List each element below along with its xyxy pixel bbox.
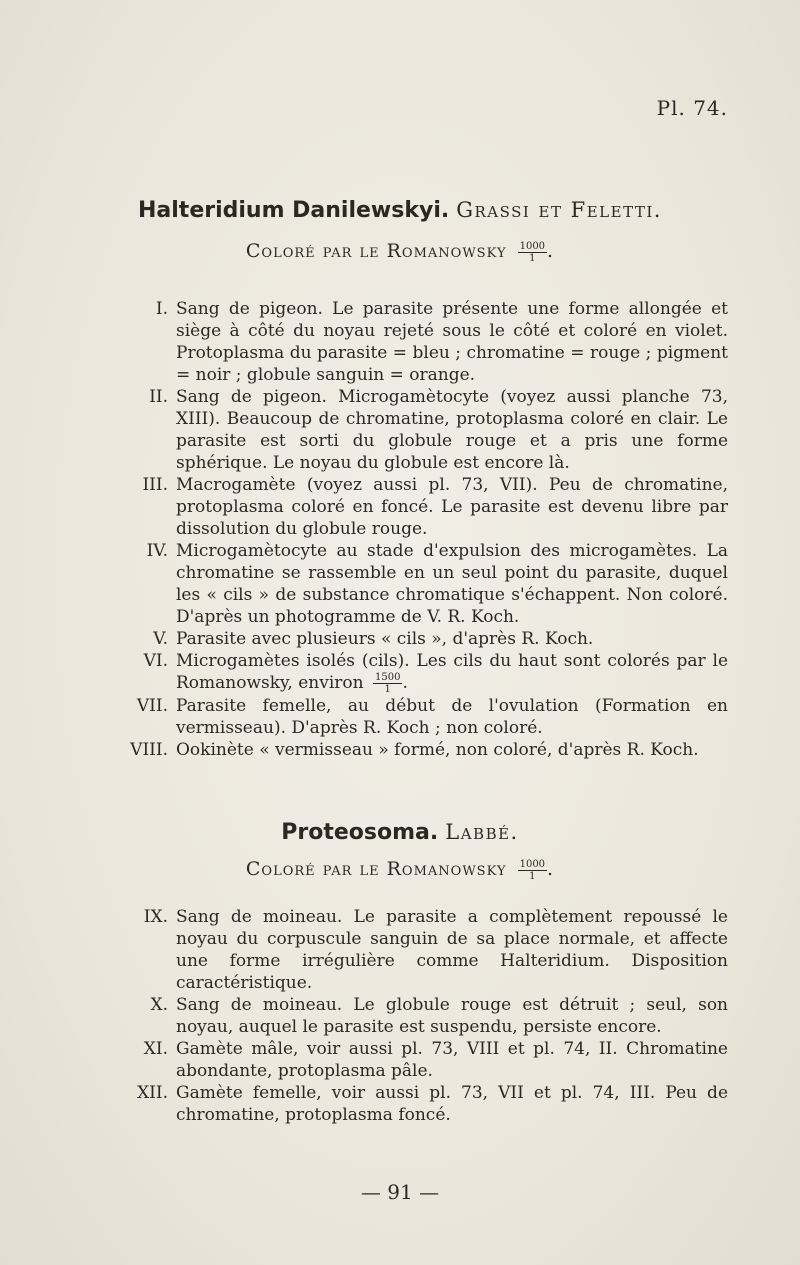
- section2-stain: Coloré par le Romanowsky $\frac{1000}{1}$ .: [245, 858, 555, 882]
- list-item: [128, 386, 728, 474]
- section2-mag-denominator: 1: [529, 870, 536, 882]
- list-item: VI. Microgamètes isolés (cils). Les cils du haut sont colorés par le Romanowsky, environ $\frac{1500}{1}$ .: [128, 650, 728, 695]
- item-text: Ookinète « vermisseau » formé, non coloré, d'après R. Koch.: [176, 740, 699, 760]
- list-item: [128, 298, 728, 386]
- section1-stain: Coloré par le Romanowsky $\frac{1000}{1}$ .: [245, 240, 555, 264]
- item-text: Gamète mâle, voir aussi pl. 73, VIII et pl. 74, II. Chromatine abondante, protoplasma pâle.: [176, 1039, 728, 1081]
- item-numeral: X.: [150, 995, 168, 1015]
- item-text: Sang de pigeon. Le parasite présente une forme allongée et siège à côté du noyau rejeté sous le côté et coloré en violet. Protoplasma du parasite = bleu ; chromatine = rouge ; pigment = noir ; globule sanguin = orange.: [176, 299, 728, 385]
- section2-list: [128, 906, 728, 1126]
- item-text: Parasite femelle, au début de l'ovulation (Formation en vermisseau). D'après R. Koch ; non coloré.: [176, 696, 728, 738]
- list-item: [128, 474, 728, 540]
- item-numeral: I.: [155, 299, 168, 319]
- item-text: Microgamètes isolés (cils). Les cils du haut sont colorés par le Romanowsky, environ: [176, 651, 728, 693]
- item-numeral: XII.: [137, 1083, 168, 1103]
- item-mag-numerator: 1500: [374, 672, 401, 683]
- section1-heading: [0, 198, 800, 223]
- list-item: [128, 906, 728, 994]
- item-numeral: IV.: [146, 541, 168, 561]
- list-item: [128, 994, 728, 1038]
- section1-genus: Halteridium Danilewskyi.: [138, 198, 450, 223]
- section1-mag-numerator: 1000: [519, 240, 546, 252]
- list-item: [128, 540, 728, 628]
- section1-stain-label: Coloré par le Romanowsky: [245, 240, 507, 262]
- item-text: Sang de pigeon. Microgamètocyte (voyez aussi planche 73, XIII). Beaucoup de chromatine, protoplasma coloré en clair. Le parasite est sorti du globule rouge et a pris une forme sphérique. Le noyau du globule est encore là.: [176, 387, 728, 473]
- item-text: Macrogamète (voyez aussi pl. 73, VII). Peu de chromatine, protoplasma coloré en foncé. Le parasite est devenu libre par dissolution du globule rouge.: [176, 475, 728, 539]
- item-numeral: IX.: [143, 907, 168, 927]
- plate-number: Pl. 74.: [656, 96, 728, 120]
- section1-list: [128, 298, 728, 761]
- section2-magnification: [518, 859, 547, 882]
- item-numeral: II.: [149, 387, 168, 407]
- list-item: [128, 739, 728, 761]
- item-mag-denominator: 1: [384, 684, 391, 695]
- section1-authors: Grassi et Feletti.: [456, 198, 662, 222]
- section2-authors: Labbé.: [445, 820, 519, 844]
- section2-genus: Proteosoma.: [281, 820, 439, 845]
- item-text: Parasite avec plusieurs « cils », d'après R. Koch.: [176, 629, 594, 649]
- item-numeral: V.: [153, 629, 168, 649]
- section2-heading: [0, 820, 800, 845]
- item-numeral: VI.: [143, 651, 168, 671]
- list-item: [128, 628, 728, 650]
- item-text: Sang de moineau. Le globule rouge est détruit ; seul, son noyau, auquel le parasite est suspendu, persiste encore.: [176, 995, 728, 1037]
- item-text: Microgamètocyte au stade d'expulsion des microgamètes. La chromatine se rassemble en un seul point du parasite, duquel les « cils » de substance chromatique s'échappent. Non coloré. D'après un photogramme de V. R. Koch.: [176, 541, 728, 627]
- item-numeral: VIII.: [130, 740, 168, 760]
- list-item: [128, 1038, 728, 1082]
- section2-mag-numerator: 1000: [519, 858, 546, 870]
- item-numeral: VII.: [136, 696, 168, 716]
- list-item: [128, 1082, 728, 1126]
- item-numeral: XI.: [143, 1039, 168, 1059]
- item-text: Gamète femelle, voir aussi pl. 73, VII et pl. 74, III. Peu de chromatine, protoplasma foncé.: [176, 1083, 728, 1125]
- item-text: Sang de moineau. Le parasite a complètement repoussé le noyau du corpuscule sanguin de sa place normale, et affecte une forme irrégulière comme Halteridium. Disposition caractéristique.: [176, 907, 728, 993]
- section1-mag-denominator: 1: [529, 252, 536, 264]
- item-magnification: [373, 672, 402, 695]
- section1-magnification: [518, 241, 547, 264]
- item-numeral: III.: [142, 475, 168, 495]
- list-item: [128, 695, 728, 739]
- page-number: — 91 —: [360, 1180, 440, 1204]
- section2-stain-label: Coloré par le Romanowsky: [245, 858, 507, 880]
